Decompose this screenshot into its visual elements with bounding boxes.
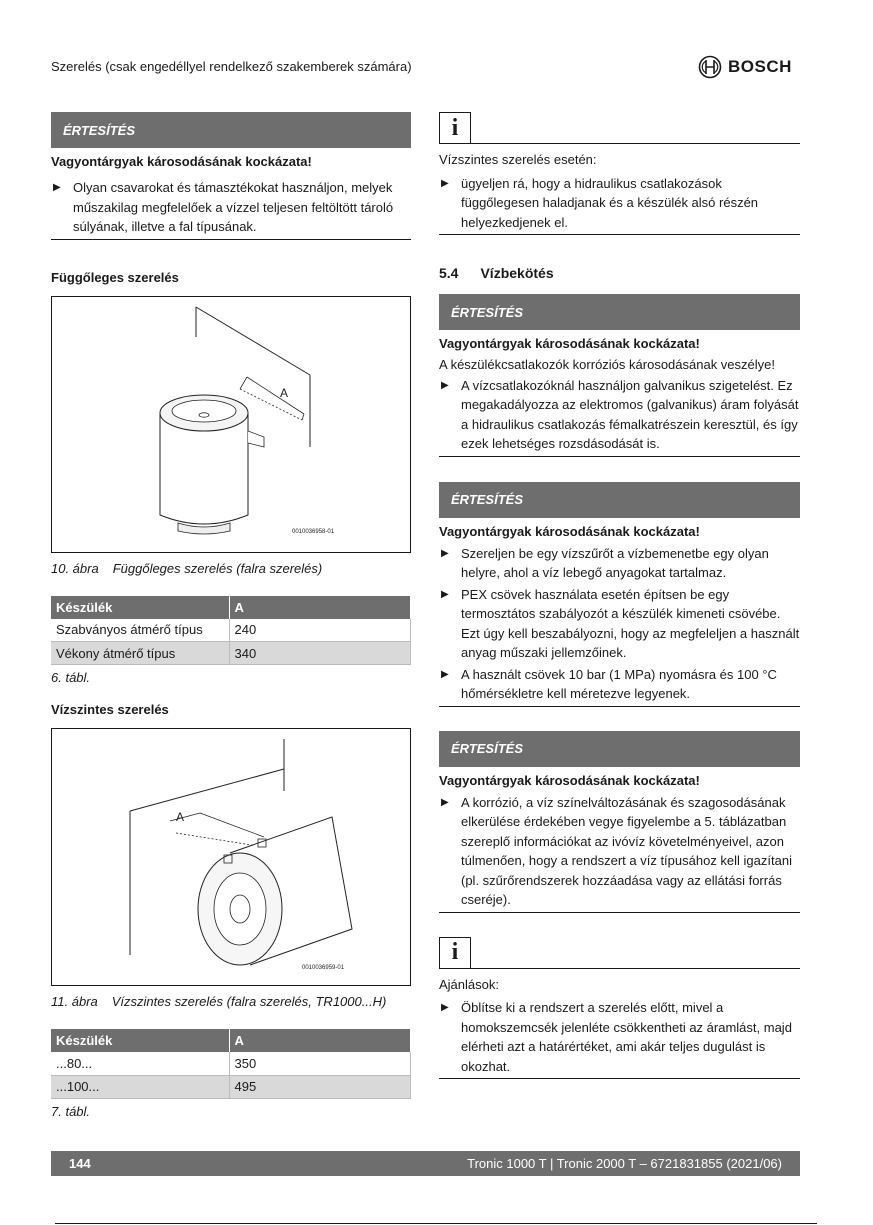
right-column (439, 112, 800, 1079)
divider (439, 1078, 800, 1079)
notice-galvanic (439, 294, 800, 457)
table-header: Készülék (51, 1029, 229, 1052)
notice-title: Vagyontárgyak károsodásának kockázata! (439, 772, 700, 788)
bosch-armature-icon (698, 55, 722, 79)
divider (471, 968, 800, 969)
page-footer (51, 1151, 800, 1176)
notice-filter-pex (439, 482, 800, 707)
bullet-arrow-icon: ▶ (441, 668, 449, 680)
vertical-heater-illustration (52, 297, 410, 552)
list-item: ▶ Olyan csavarokat és támasztékokat használjon, melyek műszakilag megfelelőek a vízzel teljesen feltöltött tároló súlyának, illetve a fal típusának. (53, 180, 394, 234)
bullet-arrow-icon: ▶ (441, 547, 449, 559)
info-icon: i (439, 112, 471, 144)
bosch-logo (698, 55, 792, 79)
notice-label: ÉRTESÍTÉS (51, 112, 411, 148)
list-item: ▶ ügyeljen rá, hogy a hidraulikus csatlakozások függőlegesen haladjanak és a készülék alsó részén helyezkedjenek el. (441, 175, 759, 230)
table-caption: 7. tábl. (51, 1103, 91, 1119)
list-item: ▶ A használt csövek 10 bar (1 MPa) nyomásra és 100 °C hőmérsékletre kell méretezve legyenek. (441, 666, 777, 701)
figure-vertical-mounting (51, 296, 411, 553)
figure-caption: 11. ábra Vízszintes szerelés (falra szerelés, TR1000...H) (51, 994, 387, 1009)
table-caption: 6. tábl. (51, 670, 91, 685)
horizontal-heading: Vízszintes szerelés (51, 702, 169, 717)
divider (471, 143, 800, 144)
notice-title: Vagyontárgyak károsodásának kockázata! (439, 523, 700, 539)
page-number: 144 (69, 1156, 91, 1171)
figure-code: 0010036958-01 (292, 528, 335, 535)
bullet-arrow-icon: ▶ (441, 177, 449, 189)
divider (439, 456, 800, 457)
bullet-arrow-icon: ▶ (441, 588, 449, 600)
section-number: 5.4 (439, 265, 459, 281)
list-item: ▶ A vízcsatlakozóknál használjon galvanikus szigetelést. Ez megakadályozza az elektromos (galvanikus) áram folyását a hidraulikus csatlakozás fémalkatrészein keresztül, és így ezek lehetséges rozsdásodását is. (441, 377, 799, 451)
notice-label: ÉRTESÍTÉS (439, 731, 800, 767)
bullet-arrow-icon: ▶ (441, 1002, 449, 1013)
left-column (51, 112, 411, 1119)
section-heading (439, 265, 800, 281)
table-horizontal-dimensions (51, 1029, 411, 1099)
divider (439, 234, 800, 235)
list-item: ▶ A korrózió, a víz színelváltozásának és szagosodásának elkerülése érdekében vegye figyelembe a 5. táblázatban szereplő információkat az ivóvíz követelményeivel, azon túlmenően, hogy a rendszert a víz típusához kell igazítani (pl. szűrőrendszerek hozzáadása vagy az ellátási forrás cseréje). (441, 794, 792, 907)
divider (51, 239, 411, 240)
bullet-arrow-icon: ▶ (53, 182, 61, 193)
divider (55, 1223, 817, 1224)
figure-horizontal-mounting (51, 728, 411, 986)
notice-title: Vagyontárgyak károsodásának kockázata! (51, 154, 312, 169)
list-item: ▶ Öblítse ki a rendszert a szerelés előtt, mivel a homokszemcsék jelenléte csökkentheti az áramlást, majd elérheti azt a határértéket, ami akár teljes dugulást is okozhat. (441, 1000, 792, 1074)
list-item: ▶ PEX csövek használata esetén építsen be egy termosztátos szabályozót a készülék kimeneti csövébe. Ezt úgy kell beszabályozni, hogy az megfeleljen a használt anyag műszaki jellemzőinek. (441, 586, 800, 660)
dimension-label: A (280, 385, 289, 400)
divider (439, 912, 800, 913)
figure-caption: 10. ábra Függőleges szerelés (falra szerelés) (51, 560, 323, 576)
info-horizontal-mounting (439, 112, 800, 235)
info-intro: Ajánlások: (439, 976, 499, 992)
table-header: A (229, 596, 411, 619)
table-row: Szabványos átmérő típus 240 (51, 619, 411, 642)
table-header: Készülék (51, 596, 229, 619)
notice-title: Vagyontárgyak károsodásának kockázata! (439, 336, 700, 351)
notice-label: ÉRTESÍTÉS (439, 482, 800, 518)
info-intro: Vízszintes szerelés esetén: (439, 152, 597, 167)
table-vertical-dimensions (51, 596, 411, 666)
bullet-arrow-icon: ▶ (441, 796, 449, 808)
table-header: A (229, 1029, 411, 1052)
list-item: ▶ Szereljen be egy vízszűrőt a vízbemenetbe egy olyan helyre, ahol a víz lebegő anyagokat tartalmaz. (441, 545, 769, 580)
table-row: Vékony átmérő típus 340 (51, 642, 411, 665)
running-header: Szerelés (csak engedéllyel rendelkező szakemberek számára) (51, 59, 412, 74)
notice-label: ÉRTESÍTÉS (439, 294, 800, 330)
vertical-heading: Függőleges szerelés (51, 269, 179, 285)
bullet-arrow-icon: ▶ (441, 379, 449, 391)
divider (439, 706, 800, 707)
dimension-label: A (176, 810, 185, 824)
notice-water-quality (439, 731, 800, 913)
info-icon: i (439, 937, 471, 969)
figure-code: 0010036959-01 (302, 965, 345, 971)
logo-text: BOSCH (728, 57, 792, 76)
horizontal-heater-illustration (52, 729, 410, 985)
notice-property-damage (51, 112, 411, 240)
section-title: Vízbekötés (480, 265, 554, 281)
notice-text: A készülékcsatlakozók korróziós károsodásának veszélye! (439, 357, 775, 372)
document-id: Tronic 1000 T | Tronic 2000 T – 6721831855 (2021/06) (467, 1156, 782, 1171)
table-row: ...100... 495 (51, 1075, 411, 1098)
info-recommendations (439, 937, 800, 1080)
table-row: ...80... 350 (51, 1052, 411, 1075)
